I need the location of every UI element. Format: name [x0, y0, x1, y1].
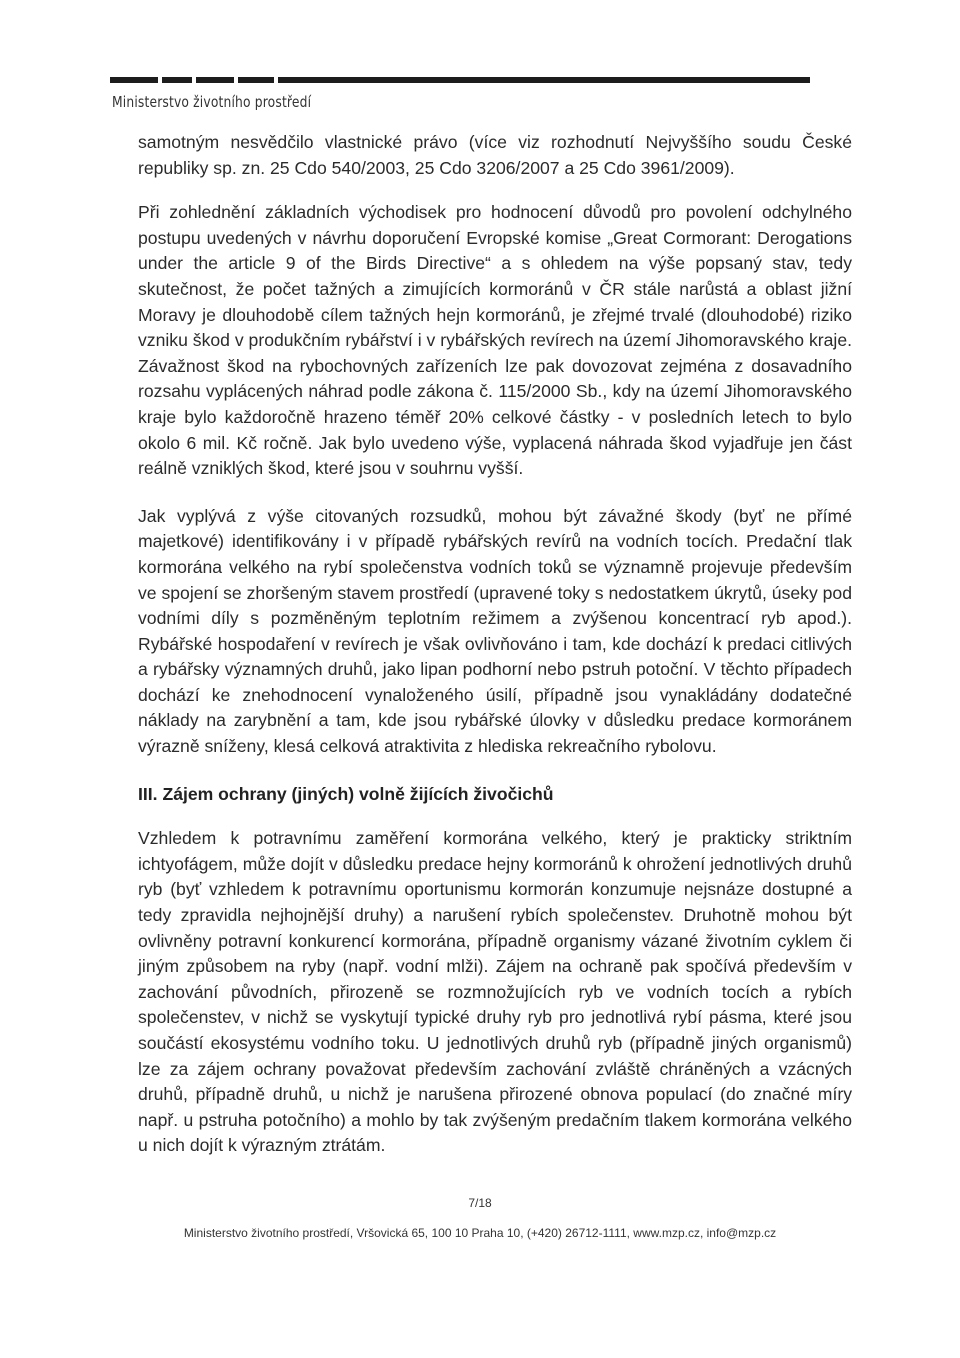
- paragraph: Při zohlednění základních východisek pro hodnocení důvodů pro povolení odchylného postupu uvedených v návrhu doporučení Evropské komise „Great Cormorant: Derogations under the article 9 of the Birds Directive“ a s ohledem na výše popsaný stav, tedy skutečnost, že počet tažných a zimujících kormoránů v ČR stále narůstá a oblast jižní Moravy je dlouhodobě cílem tažných hejn kormoránů, je zřejmé trvalé (dlouhodobé) riziko vzniku škod v produkčním rybářství i v rybářských revírech na území Jihomoravského kraje. Závažnost škod na rybochovných zařízeních lze pak dovozovat zejména z dosavadního rozsahu vyplácených náhrad podle zákona č. 115/2000 Sb., kdy na území Jihomoravského kraje bylo každoročně hrazeno téměř 20% celkové částky - v posledních letech to bylo okolo 6 mil. Kč ročně. Jak bylo uvedeno výše, vyplacená náhrada škod vyjadřuje jen část reálně vzniklých škod, které jsou v souhrnu vyšší.: [138, 202, 852, 479]
- section-heading: III. Zájem ochrany (jiných) volně žijících živočichů: [138, 783, 554, 804]
- header-rule: [110, 77, 810, 83]
- document-body: [138, 130, 852, 1181]
- paragraph: Jak vyplývá z výše citovaných rozsudků, mohou být závažné škody (byť ne přímé majetkové) identifikovány i v případě rybářských revírů na vodních tocích. Predační tlak kormorána velkého na rybí společenstva vodních toků se významně projevuje především ve spojení se zhoršeným stavem prostředí (upravené toky s nedostatkem úkrytů, úseky pod vodními díly s pozměněným teplotním režimem a zvýšenou koncentrací ryb apod.). Rybářské hospodaření v revírech je však ovlivňováno i tam, kde dochází k predaci citlivých a rybářsky významných druhů, jako lipan podhorní nebo pstruh potoční. V těchto případech dochází ke znehodnocení vynaloženého úsilí, případně jsou vynakládány dodatečné náklady na zarybnění a tam, kde jsou rybářské úlovky v důsledku predace kormoránem výrazně sníženy, klesá celková atraktivita z hlediska rekreačního rybolovu.: [138, 505, 852, 757]
- paragraph: Vzhledem k potravnímu zaměření kormorána velkého, který je prakticky striktním ichtyofágem, může dojít v důsledku predace hejny kormoránů k ohrožení jednotlivých druhů ryb (byť vzhledem k potravnímu oportunismu kormorán konzumuje nejsnáze dostupné a tedy zpravidla nejhojnější druhy) a narušení rybích společenstev. Druhotně mohou být ovlivněny potravní konkurencí kormorána, případně organismy vázané životním cyklem či jiným způsobem na ryby (např. vodní mlži). Zájem na ochraně pak spočívá především v zachování původních, přirozeně se rozmnožujících ryb ve vodních tocích a rybích společenstev, v nichž se vyskytují typické druhy ryb pro jednotlivá rybí pásma, které jsou součástí ekosystému vodního toku. U jednotlivých druhů ryb (případně jiných organismů) lze za zájem ochrany považovat především zachování zvláště chráněných a vzácných druhů, případně druhů, u nichž je narušena přirozené obnova populací (do značné míry např. u pstruha potočního) a mohlo by tak zvýšeným predačním tlakem kormorána velkého u nich dojít k výrazným ztrátám.: [138, 828, 852, 1156]
- paragraph: samotným nesvědčilo vlastnické právo (více viz rozhodnutí Nejvyššího soudu České republiky sp. zn. 25 Cdo 540/2003, 25 Cdo 3206/2007 a 25 Cdo 3961/2009).: [138, 132, 852, 178]
- page-footer: Ministerstvo životního prostředí, Vršovická 65, 100 10 Praha 10, (+420) 26712-1111, www.mzp.cz, info@mzp.cz: [183, 1226, 777, 1240]
- page-number: 7/18: [468, 1196, 492, 1210]
- header-ministry-name: Ministerstvo životního prostředí: [112, 93, 312, 111]
